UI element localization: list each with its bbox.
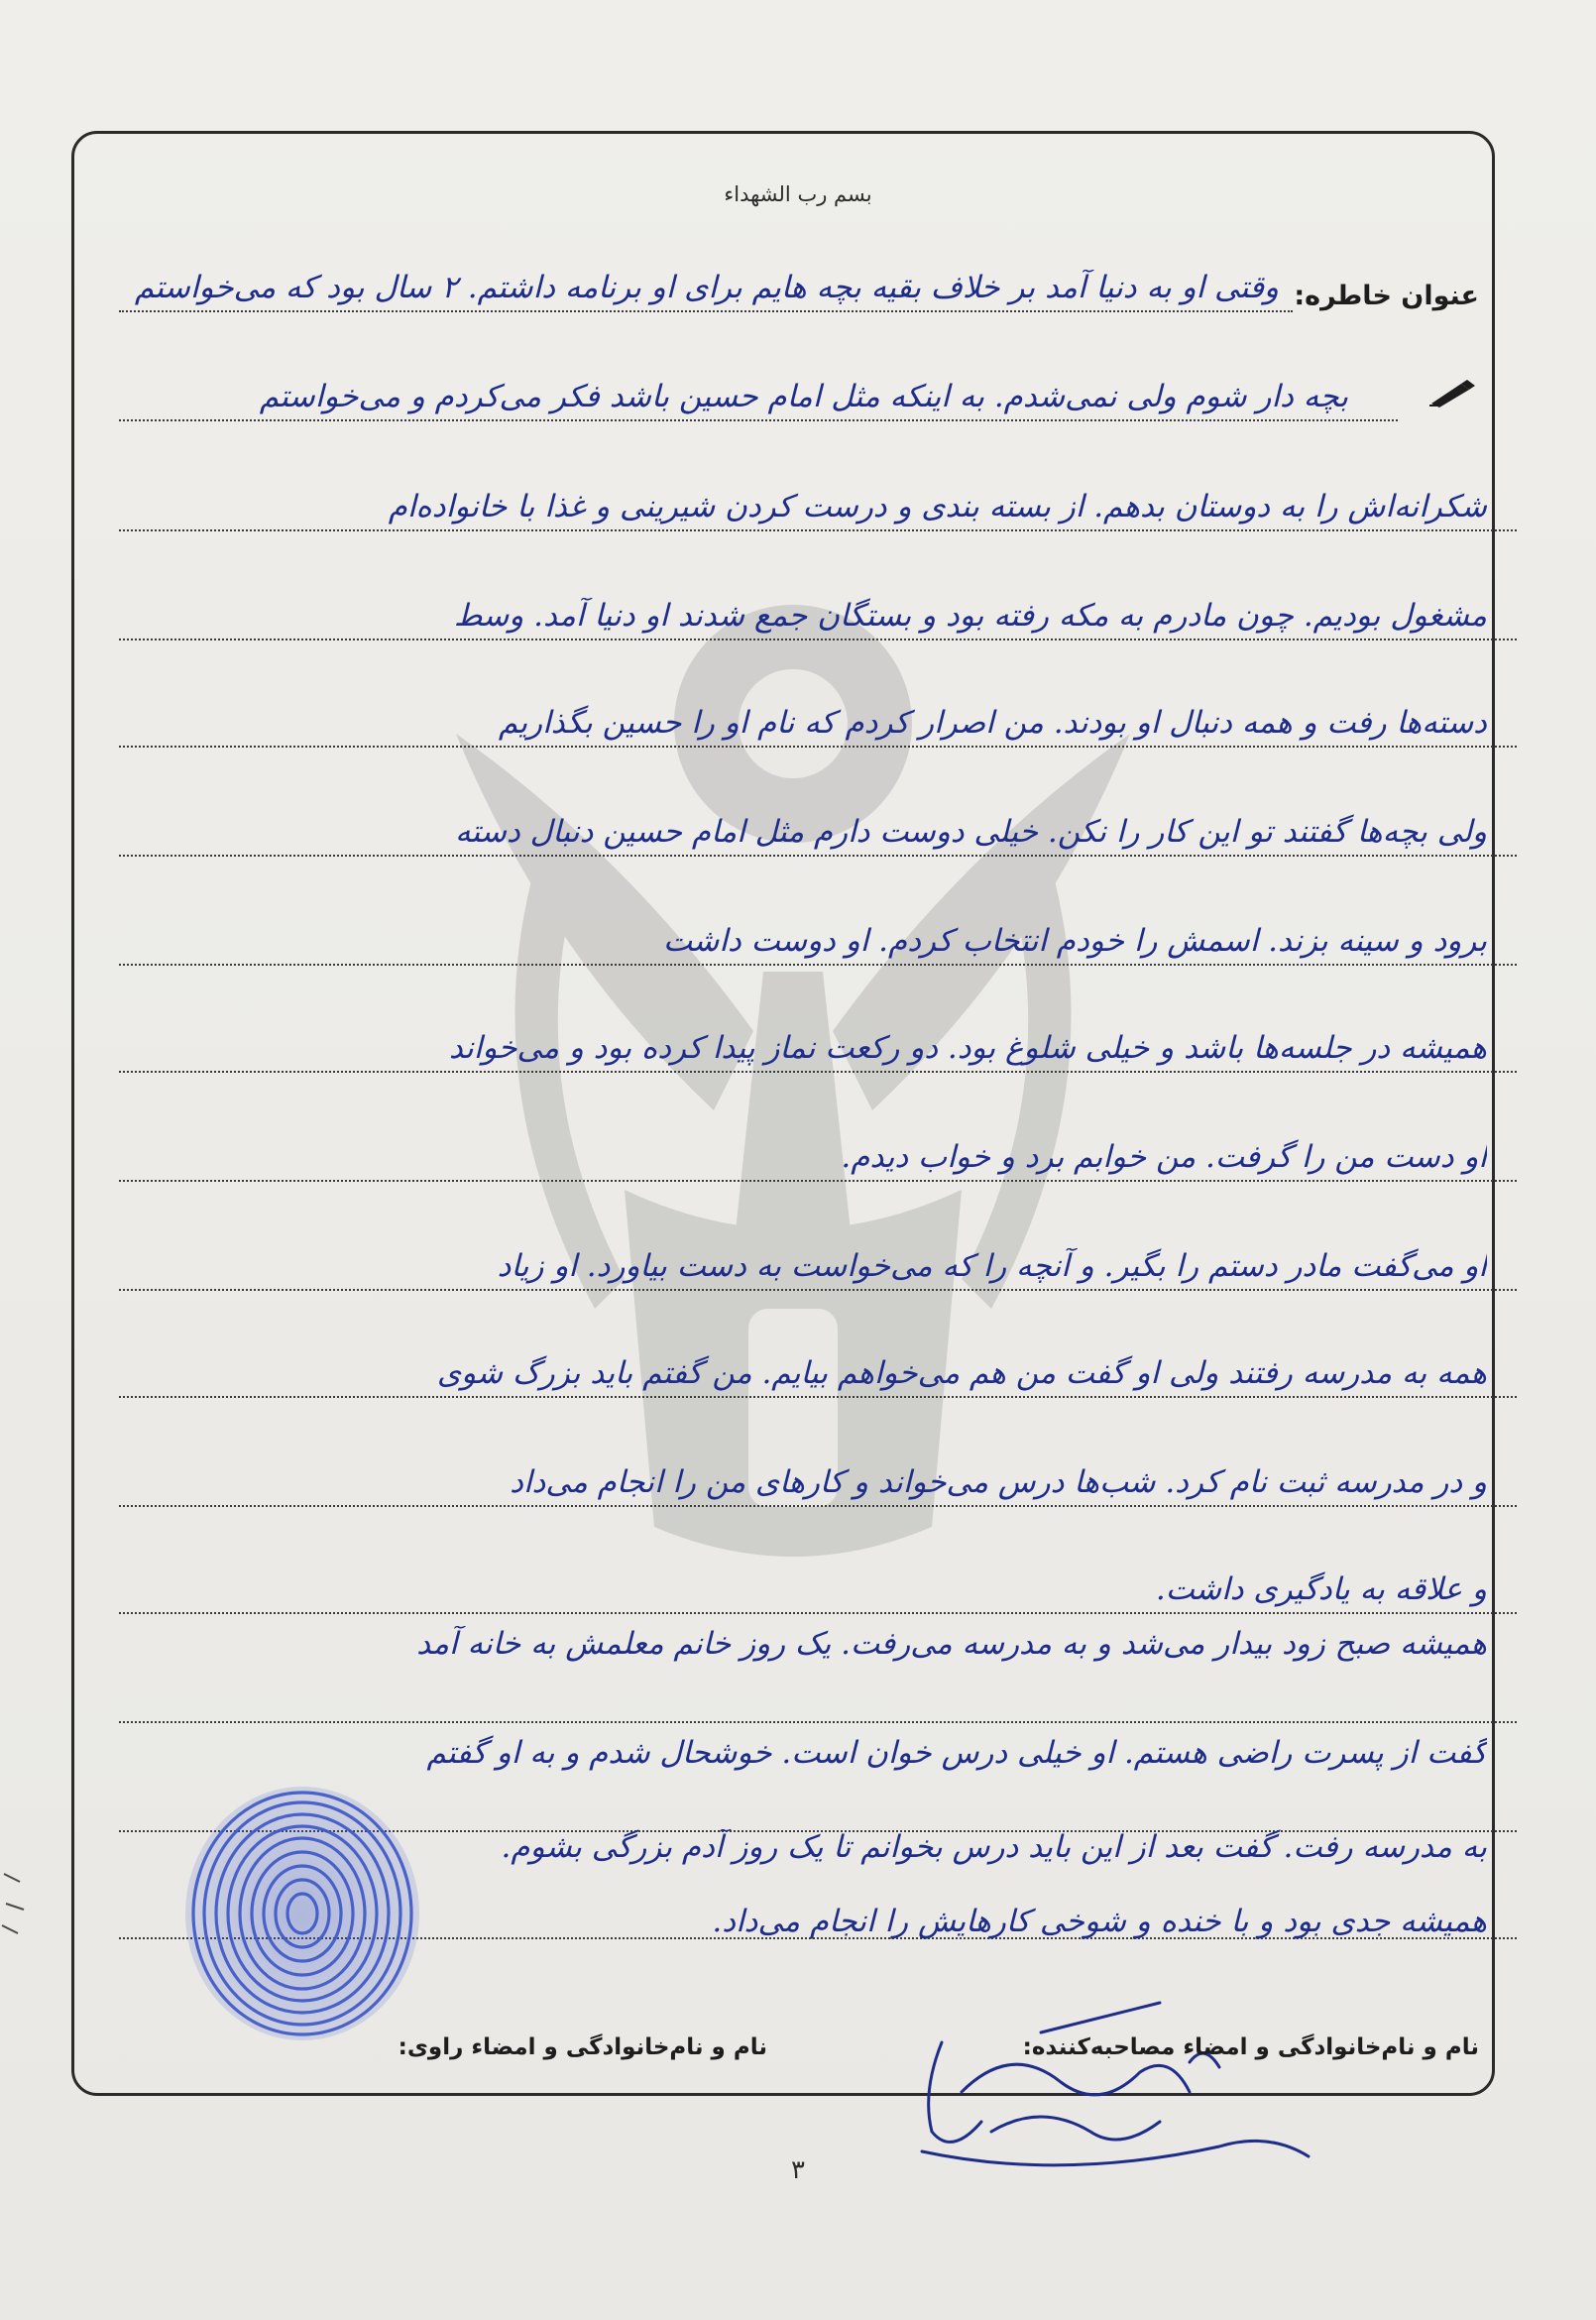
handwritten-line: شکرانه‌اش را به دوستان بدهم. از بسته بندی و درست کردن شیرینی و غذا با خانواده‌ام [388,489,1487,524]
ruled-line [119,529,1517,531]
signature-image [862,1983,1338,2181]
ruled-line [119,964,1517,966]
handwritten-line: دسته‌ها رفت و همه دنبال او بودند. من اصرار کردم که نام او را حسین بگذاریم [498,705,1487,741]
handwritten-line: او دست من را گرفت. من خوابم برد و خواب دیدم. [841,1139,1487,1175]
ruled-line [119,638,1517,640]
ruled-line [119,855,1517,857]
interviewer-signature-label: نام و نام‌خانوادگی و امضاء مصاحبه‌کننده: [1022,2034,1479,2060]
handwritten-line: و علاقه به یادگیری داشت. [1155,1571,1487,1607]
handwritten-line: به مدرسه رفت. گفت بعد از این باید درس بخوانم تا یک روز آدم بزرگی بشوم. [501,1829,1487,1865]
ruled-line [119,1071,1517,1073]
ruled-line [119,310,1293,312]
ruled-line [119,1180,1517,1182]
handwritten-line: وقتی او به دنیا آمد بر خلاف بقیه بچه هایم برای او برنامه داشتم. ۲ سال بود که می‌خواستم [134,270,1279,305]
header-title: بسم رب الشهداء [724,182,872,206]
handwritten-line: همه به مدرسه رفتند ولی او گفت من هم می‌خواهم بیایم. من گفتم باید بزرگ شوی [436,1355,1487,1391]
handwritten-line: و در مدرسه ثبت نام کرد. شب‌ها درس می‌خواند و کارهای من را انجام می‌داد [510,1464,1487,1500]
handwritten-line: بچه دار شوم ولی نمی‌شدم. به اینکه مثل امام حسین باشد فکر می‌کردم و می‌خواستم [259,379,1348,414]
handwritten-line: گفت از پسرت راضی هستم. او خیلی درس خوان است. خوشحال شدم و به او گفتم [426,1735,1487,1771]
ruled-line [119,1396,1517,1398]
page-number: ۳ [791,2155,805,2185]
handwritten-line: مشغول بودیم. چون مادرم به مکه رفته بود و بستگان جمع شدند او دنیا آمد. وسط [453,598,1487,634]
fingerprint-image [169,1775,436,2052]
handwritten-line: همیشه صبح زود بیدار می‌شد و به مدرسه می‌رفت. یک روز خانم معلمش به خانه آمد [416,1626,1487,1662]
margin-marks [0,1864,30,1943]
handwritten-line: همیشه جدی بود و با خنده و شوخی کارهایش را انجام می‌داد. [712,1904,1487,1939]
ruled-line [119,419,1398,421]
handwritten-line: برود و سینه بزند. اسمش را خودم انتخاب کردم. او دوست داشت [662,923,1487,959]
handwritten-line: او می‌گفت مادر دستم را بگیر. و آنچه را که می‌خواست به دست بیاورد. او زیاد [497,1248,1487,1284]
ruled-line [119,1289,1517,1291]
ruled-line [119,746,1517,748]
handwritten-line: ولی بچه‌ها گفتند تو این کار را نکن. خیلی دوست دارم مثل امام حسین دنبال دسته [455,814,1487,850]
ruled-line [119,1721,1517,1723]
pen-icon [1427,378,1479,407]
ruled-line [119,1505,1517,1507]
narrator-signature-label: نام و نام‌خانوادگی و امضاء راوی: [398,2034,767,2060]
handwritten-line: همیشه در جلسه‌ها باشد و خیلی شلوغ بود. دو رکعت نماز پیدا کرده بود و می‌خواند [448,1030,1487,1066]
ruled-line [119,1612,1517,1614]
memoir-title-label: عنوان خاطره: [1294,281,1479,311]
